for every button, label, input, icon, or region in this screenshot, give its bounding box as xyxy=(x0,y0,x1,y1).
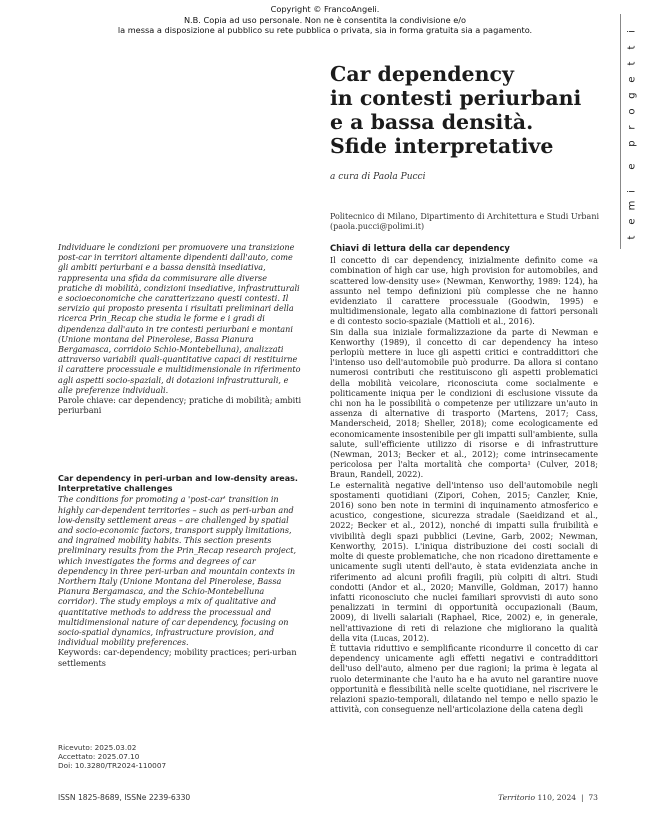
article-title xyxy=(330,62,610,158)
journal-info xyxy=(498,793,598,802)
sidebar-letter: i xyxy=(626,190,638,193)
sidebar-letter: r xyxy=(626,125,638,130)
footer-separator: | xyxy=(580,793,584,802)
sidebar-letter: i xyxy=(626,30,638,33)
body-paragraph: È tuttavia riduttivo e semplificante ricondurre il concetto di car dependency unicamente agli effetti negativi e contraddittori dell'uso dell'auto, almeno per due ragioni; la prima è legata al ruolo determinante che l'auto ha e ha avuto nel garantire nuove opportunità e flessibilità nelle scelte quotidiane, nel riscrivere le relazioni spazio-temporali, dilatando nel tempo e nello spazio le attività, con conseguenze nell'articolazione della catena degli xyxy=(330,642,598,715)
copyright-line: la messa a disposizione al pubblico su rete pubblica o privata, sia in forma gratuita sia a pagamento. xyxy=(117,25,533,35)
copyright-line: Copyright © FrancoAngeli. xyxy=(270,4,380,14)
affiliation xyxy=(330,212,599,232)
page-number: 73 xyxy=(588,793,598,802)
keywords-it: Parole chiave: car dependency; pratiche di mobilità; ambiti periurbani xyxy=(58,395,302,416)
journal-issue: 110, 2024 xyxy=(537,793,577,802)
title-line: Sfide interpretative xyxy=(330,134,554,158)
title-line: Car dependency xyxy=(330,62,514,86)
sidebar-letter: p xyxy=(626,140,638,147)
section-sidebar xyxy=(620,14,643,249)
sidebar-letter: o xyxy=(626,108,638,115)
body-paragraph: Sin dalla sua iniziale formalizzazione da parte di Newman e Kenworthy (1989), il concetto di car dependency ha inteso perlopiù mettere in luce gli aspetti critici e contraddittori che l'intenso uso dell'automobile può produrre. Da allora si contano numerosi contributi che restituiscono gli aspetti problematici della mobilità veicolare, riconosciuta come socialmente e politicamente iniqua per le condizioni di esclusione vissute da chi non ha le possibilità o competenze per utilizzare un'auto in assenza di alternative di trasporto (Martens, 2017; Cass, Manderscheid, 2018; Sheller, 2018); come ecologicamente ed economicamente insostenibile per gli impatti sull'ambiente, sulla salute, sull'efficiente utilizzo di risorse e di infrastrutture (Newman, 2013; Becker et al., 2012); come intrinsecamente pericolosa per l'alta mortalità che comporta¹ (Culver, 2018; Braun, Randell, 2022). xyxy=(330,326,598,480)
sidebar-letter: t xyxy=(626,61,638,66)
doi: Doi: 10.3280/TR2024-110007 xyxy=(58,761,167,770)
sidebar-letter: g xyxy=(626,92,638,99)
accepted-date: Accettato: 2025.07.10 xyxy=(58,752,140,761)
sidebar-letter: e xyxy=(626,218,638,225)
abstract-en-text: The conditions for promoting a 'post-car' transition in highly car-dependent territories – such as peri-urban and low-density settlement areas – are challenged by spatial and socio-economic factors, transport supply limitations, and ingrained mobility habits. This section presents preliminary results from the Prin_Recap research project, which investigates the forms and degrees of car dependency in three peri-urban and mountain contexts in Northern Italy (Unione Montana del Pinerolese, Bassa Pianura Bergamasca, and the Schio-Montebelluna corridor). The study employs a mix of qualitative and quantitative methods to address the processual and multidimensional nature of car dependency, focusing on socio-spatial dynamics, infrastructure provision, and individual mobility preferences. xyxy=(58,494,297,648)
curator: a cura di Paola Pucci xyxy=(330,172,426,182)
sidebar-letter: e xyxy=(626,76,638,83)
sidebar-letter: t xyxy=(626,45,638,50)
body-text xyxy=(330,243,598,714)
abstract-english xyxy=(58,474,302,668)
sidebar-letter: t xyxy=(626,235,638,240)
body-paragraph: Il concetto di car dependency, inizialmente definito come «a combination of high car use, high provision for automobiles, and scattered low-density use» (Newman, Kenworthy, 1989: 124), ha assunto nel tempo definizioni più complesse che ne hanno evidenziato il carattere processuale (Goodwin, 1995) e multidimensionale, legato alla combinazione di fattori personali e di contesto socio-spaziale (Mattioli et al., 2016). xyxy=(330,255,598,327)
abstract-italian xyxy=(58,242,302,415)
body-paragraph: Le esternalità negative dell'intenso uso dell'automobile negli spostamenti quotidiani (Zipori, Cohen, 2015; Canzler, Knie, 2016) sono ben note in termini di inquinamento atmosferico e acustico, congestione, sicurezza stradale (Saeidizand et al., 2022; Becker et al., 2012), nonché di impatti sulla fruibilità e vivibilità degli spazi pubblici (Levine, Garb, 2002; Newman, Kenworthy, 2015). L'iniqua distribuzione dei costi sociali di molte di queste problematiche, che non ricadono direttamente e unicamente sugli utenti dell'auto, è stata evidenziata anche in riferimento ad alcuni profili fragili, più colpiti di altri. Studi condotti (Andor et al., 2020; Manville, Goldman, 2017) hanno infatti riconosciuto che nuclei familiari sprovvisti di auto sono penalizzati in termini di opportunità occupazionali (Baum, 2009), di livelli salariali (Raphael, Rice, 2002) e, in generale, nell'attivazione di reti di relazione che migliorano la qualità della vita (Lucas, 2012). xyxy=(330,479,598,643)
abstract-en-heading: Car dependency in peri-urban and low-density areas. Interpretative challenges xyxy=(58,474,298,494)
issn: ISSN 1825-8689, ISSNe 2239-6330 xyxy=(58,793,191,802)
received-date: Ricevuto: 2025.03.02 xyxy=(58,743,137,752)
abstract-it-text: Individuare le condizioni per promuovere una transizione post-car in territori altamente dipendenti dall'auto, come gli ambiti periurbani e a bassa densità insediativa, rappresenta una sfida da commisurare alle diverse pratiche di mobilità, condizioni insediative, infrastrutturali e socioeconomiche che caratterizzano questi contesti. Il servizio qui proposto presenta i risultati preliminari della ricerca Prin_Recap che studia le forme e i gradi di dipendenza dall'auto in tre contesti periurbani e montani (Unione montana del Pinerolese, Bassa Pianura Bergamasca, corridoio Schio-Montebelluna), analizzati attraverso variabili quali-quantitative capaci di restituirne il carattere processuale e multidimensionale in riferimento agli aspetti socio-spaziali, di dotazioni infrastrutturali, e alle preferenze individuali. xyxy=(58,242,301,395)
journal-name: Territorio xyxy=(498,793,536,802)
title-line: in contesti periurbani xyxy=(330,86,582,110)
sidebar-letter: m xyxy=(626,200,638,211)
affiliation-email: (paola.pucci@polimi.it) xyxy=(330,222,425,231)
affiliation-line: Politecnico di Milano, Dipartimento di Architettura e Studi Urbani xyxy=(330,212,600,221)
section-heading: Chiavi di lettura della car dependency xyxy=(330,243,510,253)
sidebar-letter: e xyxy=(626,163,638,170)
keywords-en: Keywords: car-dependency; mobility practices; peri-urban settlements xyxy=(58,647,297,668)
title-line: e a bassa densità. xyxy=(330,110,534,134)
copyright-notice xyxy=(90,4,560,36)
received-info xyxy=(58,743,166,770)
copyright-line: N.B. Copia ad uso personale. Non ne è consentita la condivisione e/o xyxy=(183,14,467,25)
